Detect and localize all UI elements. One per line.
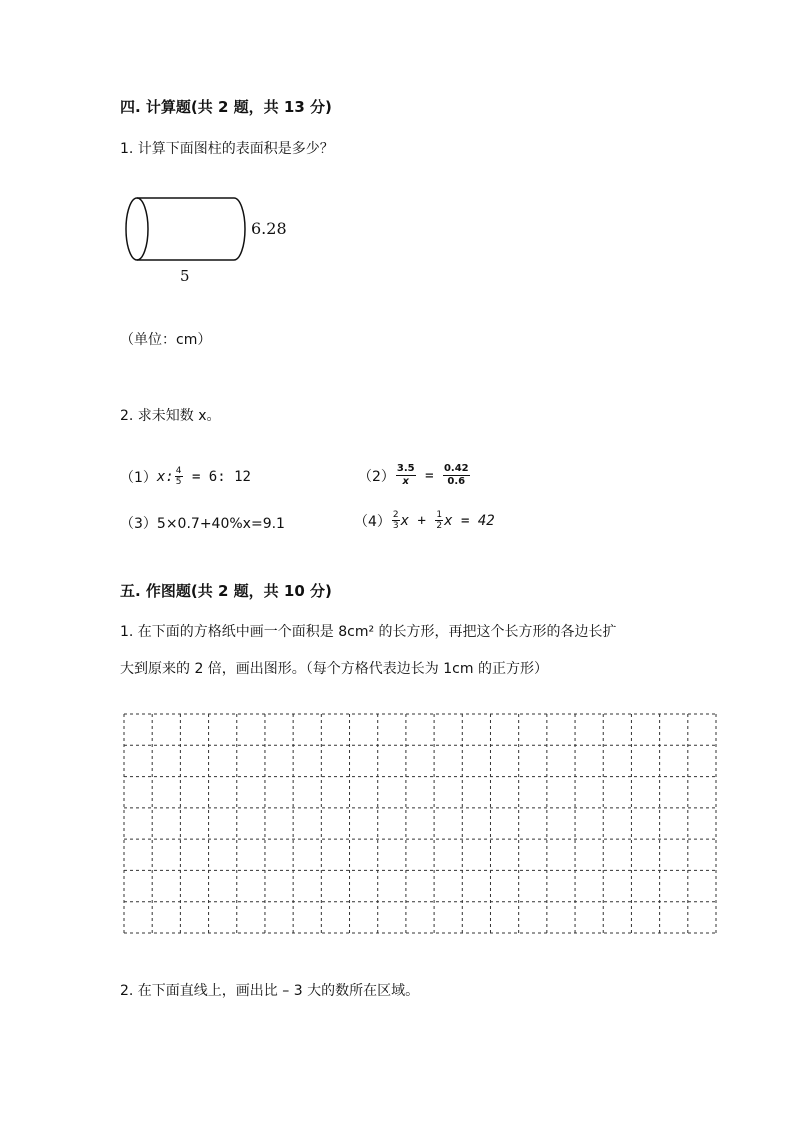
equation-2-left-denominator: x: [402, 476, 409, 487]
cylinder-right-arc: [234, 198, 245, 260]
equation-4-fraction-1-denominator: 3: [392, 521, 399, 531]
equation-2-right-fraction: [443, 463, 470, 488]
grid-paper[interactable]: [123, 713, 717, 934]
unit-note: （单位：cm）: [120, 332, 212, 348]
equation-4-term-1: x +: [400, 512, 435, 529]
equation-2-index: （2）: [358, 468, 395, 485]
equation-4-term-2: x = 42: [444, 512, 495, 529]
section-5-heading: 五. 作图题(共 2 题，共 10 分): [120, 582, 332, 600]
equation-1-denominator: 5: [175, 477, 182, 487]
cylinder-length-label: 5: [180, 267, 190, 285]
equation-2-right-numerator: 0.42: [443, 463, 469, 474]
drawing-question-1-line-1: 1. 在下面的方格纸中画一个面积是 8cm² 的长方形，再把这个长方形的各边长扩: [120, 624, 617, 640]
equation-2-left-fraction: [396, 463, 416, 488]
equation-1-index: （1）: [120, 469, 157, 486]
equation-4-fraction-2-numerator: 1: [436, 510, 443, 520]
section-4-heading: 四. 计算题(共 2 题，共 13 分): [120, 98, 332, 116]
equation-1-var: x:: [156, 468, 174, 485]
equation-4-fraction-2: [435, 510, 443, 531]
equation-2-left-numerator: 3.5: [396, 463, 415, 474]
drawing-question-1-line-2: 大到原来的 2 倍，画出图形。（每个方格代表边长为 1cm 的正方形）: [120, 661, 548, 677]
question-2-text: 2. 求未知数 x。: [120, 408, 221, 424]
equation-1: [120, 466, 251, 487]
drawing-question-2-text: 2. 在下面直线上，画出比 – 3 大的数所在区域。: [120, 983, 420, 999]
equation-2: [358, 463, 471, 488]
equation-1-rhs: = 6: 12: [183, 468, 251, 485]
equation-2-right-denominator: 0.6: [447, 476, 466, 487]
cylinder-height-label: 6.28: [251, 219, 287, 238]
equation-3: [120, 513, 285, 533]
equation-3-expr: 5×0.7+40%x=9.1: [156, 516, 285, 532]
equation-4-fraction-1-numerator: 2: [392, 510, 399, 520]
equation-4: [354, 510, 495, 531]
cylinder-figure: [115, 188, 305, 288]
equation-4-fraction-2-denominator: 2: [436, 521, 443, 531]
equation-1-numerator: 4: [175, 466, 182, 476]
equation-4-index: （4）: [354, 513, 391, 530]
equation-2-equals: =: [416, 467, 442, 484]
question-1-text: 1. 计算下面图柱的表面积是多少？: [120, 141, 334, 157]
equation-3-index: （3）: [120, 516, 157, 532]
equation-4-fraction-1: [392, 510, 400, 531]
cylinder-left-ellipse: [126, 198, 148, 260]
equation-1-fraction: [175, 466, 183, 487]
